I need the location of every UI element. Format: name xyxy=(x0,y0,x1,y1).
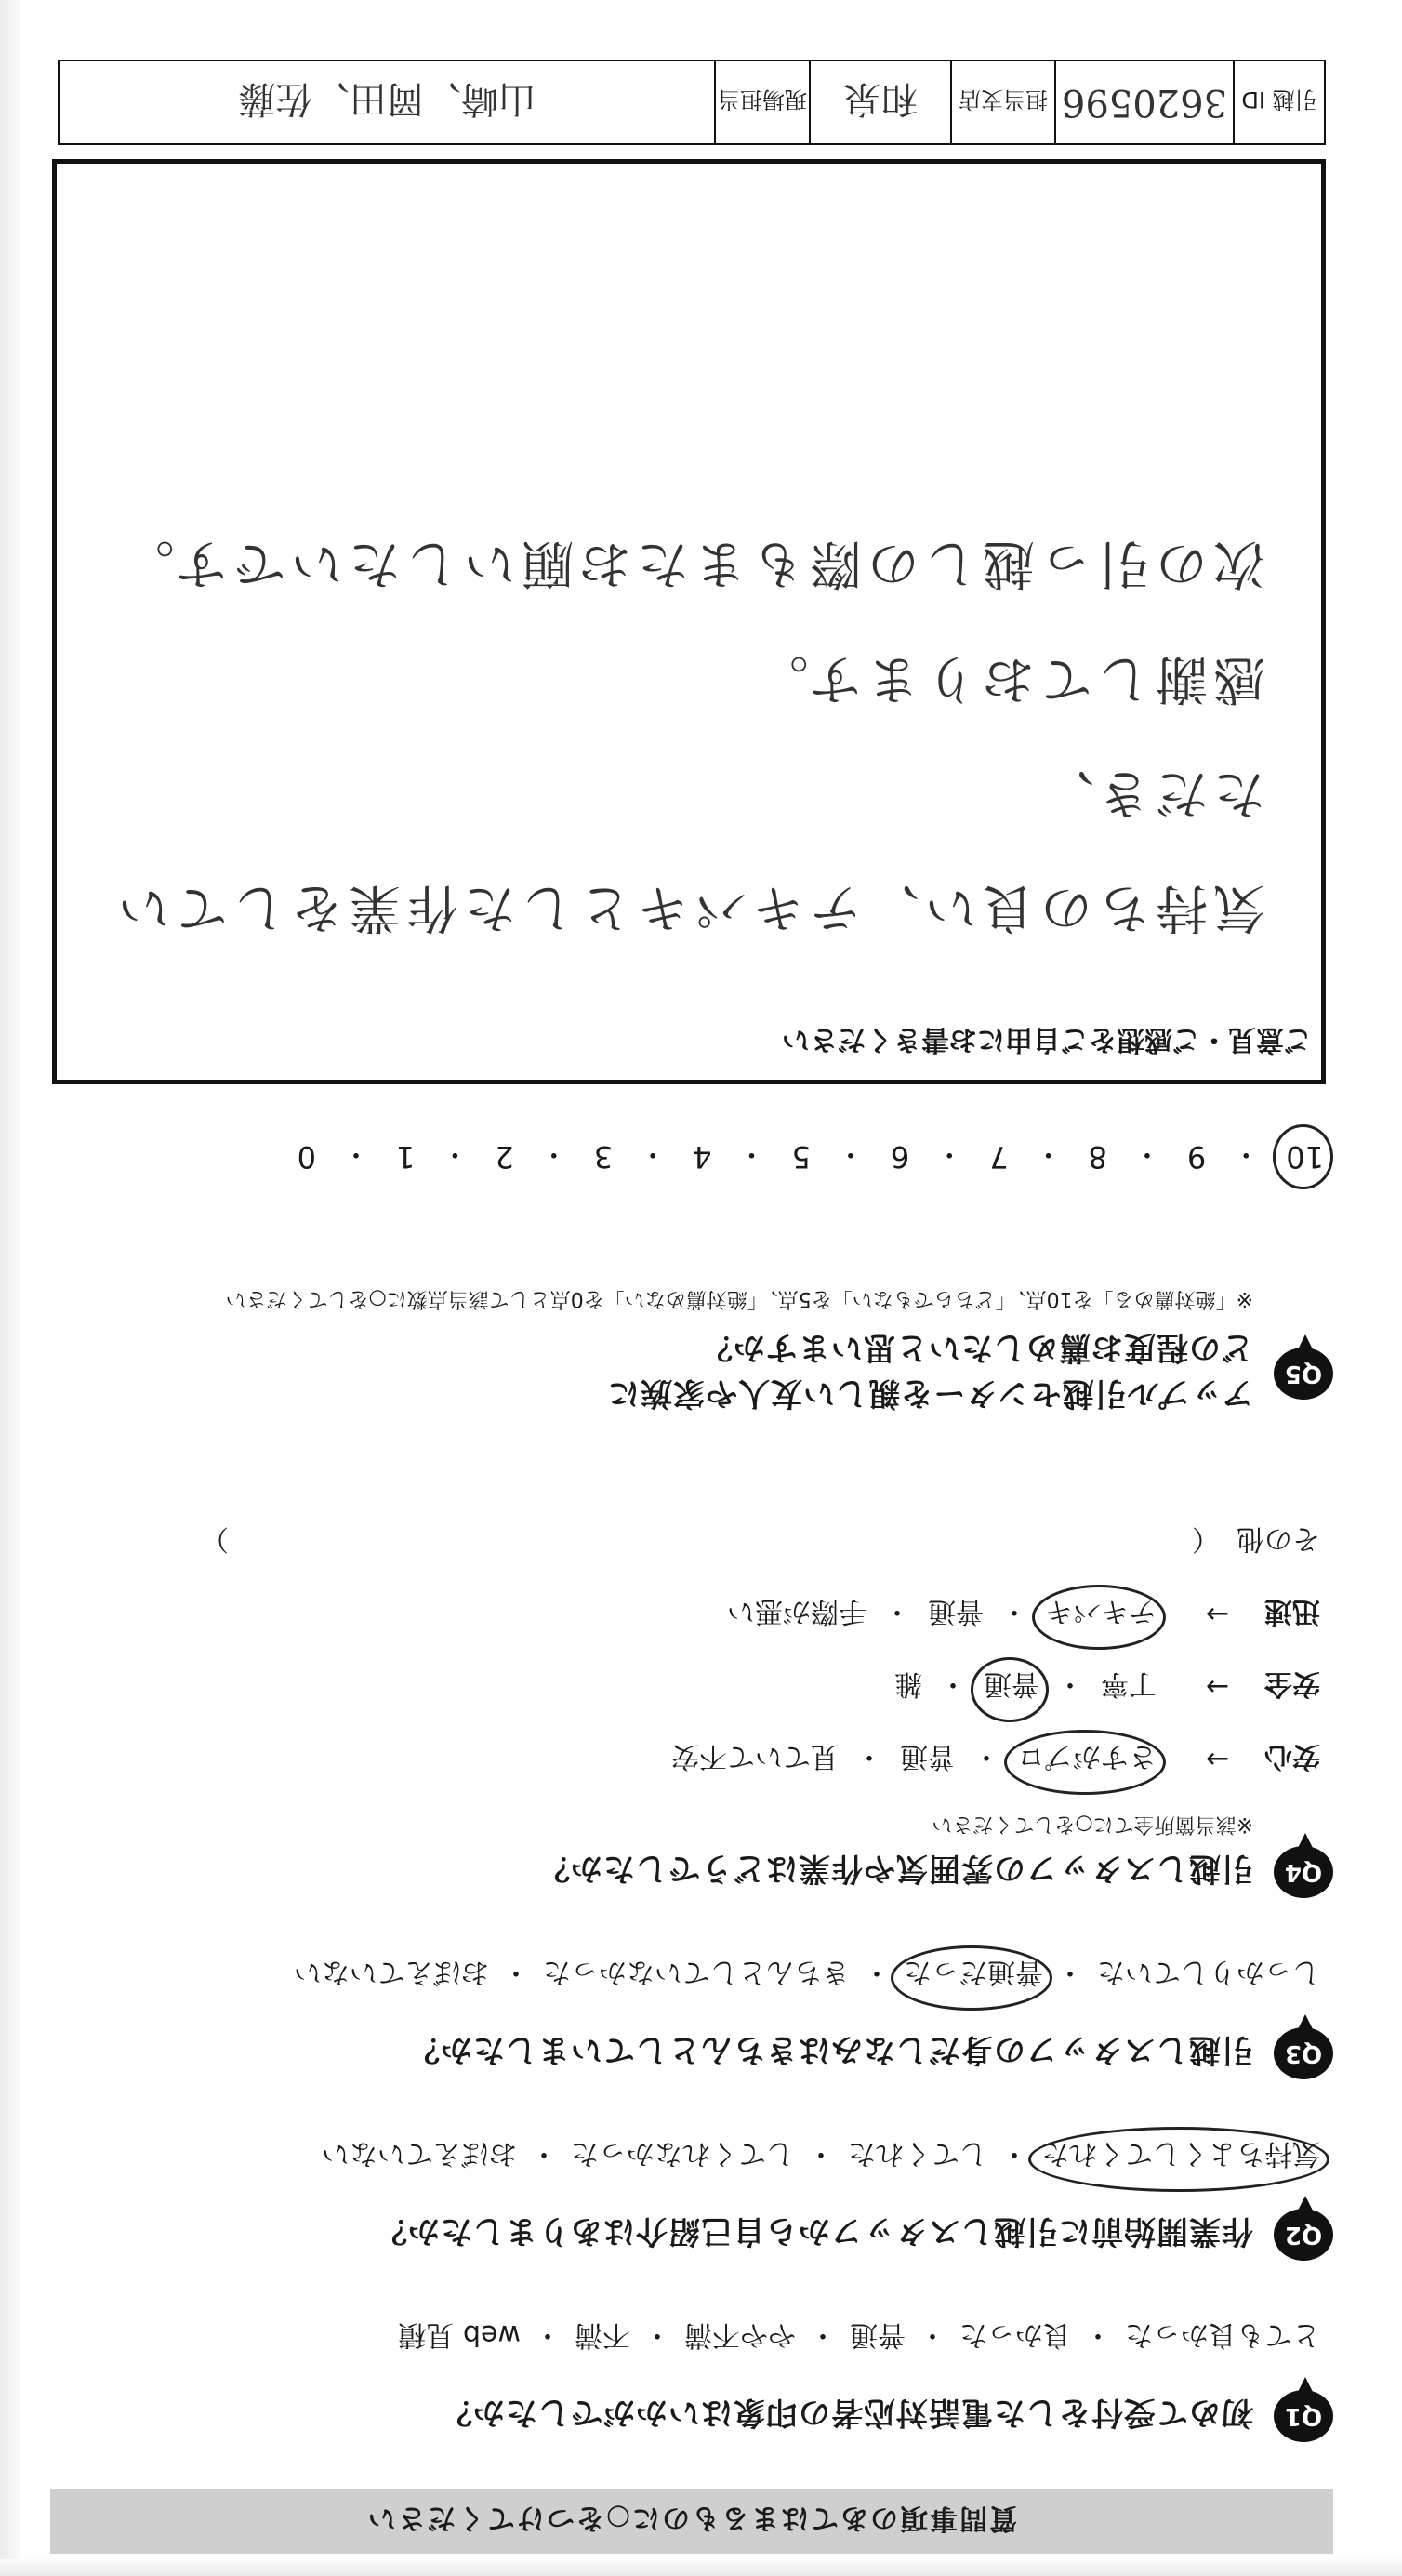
category-row-anshin: 安心 → さすがプロ ・ 普通 ・ 見ていて不安 xyxy=(50,1739,1320,1780)
scale-option[interactable]: 3 xyxy=(593,1139,614,1175)
scale-option[interactable]: 9 xyxy=(1186,1139,1207,1175)
option[interactable]: きちんとしていなかった xyxy=(543,1956,850,1988)
survey-sheet xyxy=(50,43,1333,2554)
arrow-icon: → xyxy=(1205,1670,1229,1704)
option[interactable]: しっかりしていた xyxy=(1097,1956,1320,1988)
question-number-badge: Q2 xyxy=(1274,2209,1333,2261)
scale-option[interactable]: 8 xyxy=(1088,1139,1107,1175)
question-number-badge: Q3 xyxy=(1274,2027,1333,2079)
branch-label: 担当支店 xyxy=(952,61,1056,143)
category-label: 迅速 xyxy=(1264,1595,1320,1627)
option[interactable]: してくれなかった xyxy=(571,2137,794,2170)
question-4 xyxy=(50,1521,1333,1898)
question-5 xyxy=(50,1286,1333,1419)
option[interactable]: 普通 xyxy=(900,1740,956,1773)
question-note: ※「絶対薦める」を10点、「どちらでもない」を5点、「絶対薦めない」を0点として該当点数に○をしてください xyxy=(225,1287,1253,1310)
option-selected[interactable]: 普通だった xyxy=(904,1955,1043,1996)
other-paren-close: ） xyxy=(201,1522,229,1555)
other-paren-open: （ xyxy=(1192,1522,1220,1555)
question-2 xyxy=(50,2136,1333,2261)
question-text-line2: どの程度お薦めしたいと思いますか？ xyxy=(700,1329,1253,1366)
option[interactable]: やや不満 xyxy=(684,2318,796,2351)
question-note: ※該当箇所全てに○をしてください xyxy=(932,1812,1253,1836)
question-text: 引越しスタッフの雰囲気や作業はどうでしたか？ xyxy=(537,1850,1253,1888)
scale-option[interactable]: 1 xyxy=(396,1139,416,1175)
leader-value: 山崎、岡田、佐藤 xyxy=(60,61,716,143)
question-3 xyxy=(50,1955,1333,2079)
category-row-anzen: 安全 → 丁寧 ・ 普通 ・ 雑 xyxy=(50,1666,1320,1707)
option-selected[interactable]: 普通 xyxy=(984,1666,1039,1707)
question-number-badge: Q5 xyxy=(1274,1348,1333,1400)
option[interactable]: 手際が悪い xyxy=(727,1595,866,1627)
option[interactable]: おぼえていない xyxy=(294,1956,489,1988)
question-number-badge: Q1 xyxy=(1274,2390,1333,2442)
option[interactable]: web 見積 xyxy=(398,2318,521,2351)
handwriting-line: 感謝しております。 xyxy=(750,647,1265,709)
handwritten-comment xyxy=(57,506,1265,964)
arrow-icon: → xyxy=(1205,1598,1229,1631)
other-label: その他 xyxy=(1237,1522,1320,1555)
question-1-options: とても良かった ・ 良かった ・ 普通 ・ やや不満 ・ 不満 ・ web 見積 xyxy=(50,2317,1320,2358)
category-row-jinsoku: 迅速 → テキパキ ・ 普通 ・ 手際が悪い xyxy=(50,1594,1320,1635)
comments-label: ご意見・ご感想をご自由にお書きください xyxy=(782,1023,1312,1056)
option-selected[interactable]: テキパキ xyxy=(1045,1594,1157,1635)
scale-option[interactable]: 7 xyxy=(989,1139,1009,1175)
id-value: 3620596 xyxy=(1056,61,1235,143)
scale-option[interactable]: 0 xyxy=(297,1139,317,1175)
question-text: 引越しスタッフの身だしなみはきちんとしていましたか？ xyxy=(407,2031,1253,2069)
other-row xyxy=(50,1521,1320,1562)
scale-option[interactable]: 2 xyxy=(495,1139,514,1175)
question-2-options: 気持ちよくしてくれた ・ してくれた ・ してくれなかった ・ おぼえていない xyxy=(50,2136,1320,2177)
option[interactable]: してくれた xyxy=(848,2137,987,2170)
leader-label: 現場担当 xyxy=(716,61,811,143)
category-label: 安心 xyxy=(1264,1740,1320,1773)
scale-option-selected[interactable]: 10 xyxy=(1286,1139,1324,1175)
question-1 xyxy=(50,2317,1333,2442)
question-text: 初めて受付をした電話対応者の印象はいかがでしたか？ xyxy=(440,2394,1253,2432)
category-label: 安全 xyxy=(1264,1667,1320,1700)
option[interactable]: 良かった xyxy=(959,2318,1071,2351)
scale-option[interactable]: 5 xyxy=(791,1139,811,1175)
option[interactable]: おぼえていない xyxy=(322,2137,517,2170)
scale-option[interactable]: 6 xyxy=(890,1139,910,1175)
footer-info-table xyxy=(58,60,1326,145)
handwriting-line: 次の引っ越しの際もまたお願いしたいです。 xyxy=(116,533,1265,594)
option[interactable]: 普通 xyxy=(850,2318,906,2351)
scale-option[interactable]: 4 xyxy=(693,1139,712,1175)
option-selected[interactable]: 気持ちよくしてくれた xyxy=(1041,2136,1320,2177)
id-label: 引越 ID xyxy=(1241,86,1317,113)
question-number-badge: Q4 xyxy=(1274,1846,1333,1898)
option[interactable]: 見ていて不安 xyxy=(671,1740,839,1773)
option[interactable]: とても良かった xyxy=(1125,2318,1320,2351)
instruction-banner: 質問事項のあてはまるものに○をつけてください xyxy=(50,2489,1333,2554)
arrow-icon: → xyxy=(1205,1743,1229,1776)
question-text-line1: アップル引越センターを親しい友人や家族に xyxy=(607,1374,1253,1412)
option[interactable]: 不満 xyxy=(575,2318,630,2351)
handwriting-line: 気持ちの良い、テキパキとした作業をしていただき、 xyxy=(112,762,1265,937)
option-selected[interactable]: さすがプロ xyxy=(1017,1739,1157,1780)
comments-box xyxy=(52,159,1326,1084)
recommend-scale: 10 ・ 9 ・ 8 ・ 7 ・ 6 ・ 5 ・ 4 ・ 3 ・ 2 ・ 1 ・ 0 xyxy=(297,1137,1324,1175)
question-text: 作業開始前に引越しスタッフから自己紹介はありましたか？ xyxy=(375,2212,1253,2251)
option[interactable]: 雑 xyxy=(894,1667,922,1700)
branch-value: 和泉 xyxy=(811,61,952,143)
option[interactable]: 普通 xyxy=(928,1595,984,1627)
option[interactable]: 丁寧 xyxy=(1101,1667,1157,1700)
question-3-options: しっかりしていた ・ 普通だった ・ きちんとしていなかった ・ おぼえていない xyxy=(50,1955,1320,1996)
